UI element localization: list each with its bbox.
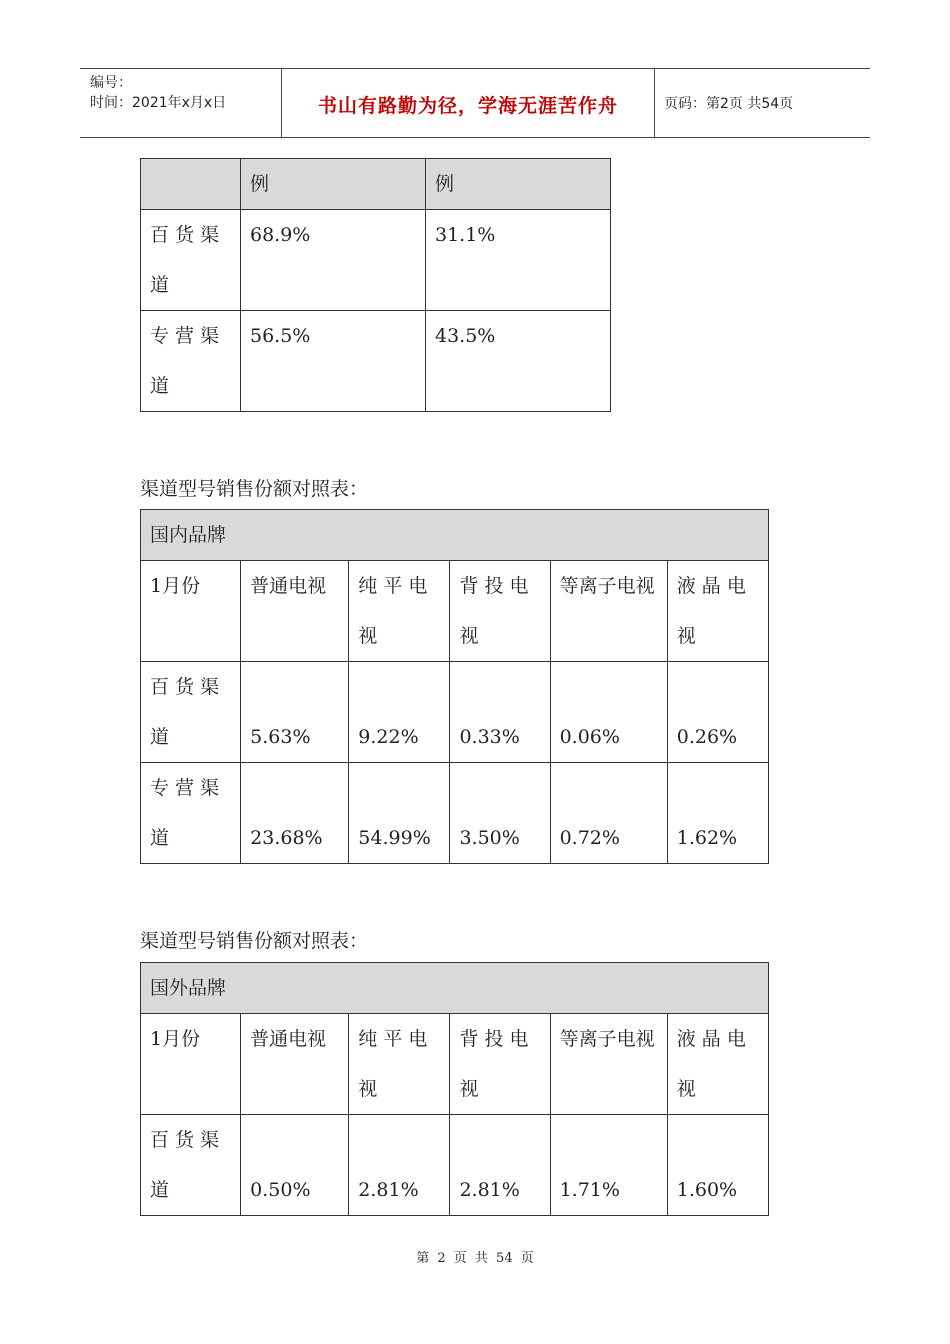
header-divider: [654, 69, 655, 137]
table-header-cell: 液 晶 电视: [667, 1014, 768, 1115]
table-row: [141, 662, 769, 763]
table-header-cell: 背 投 电视: [450, 561, 550, 662]
table-row: [141, 210, 611, 311]
brand-row: [141, 510, 769, 561]
table-row: [141, 311, 611, 412]
brand-label: 国内品牌: [141, 510, 769, 561]
table-cell: 2.81%: [450, 1115, 550, 1216]
page-header: [80, 68, 870, 138]
header-meta: [90, 73, 226, 113]
table-row: [141, 1115, 769, 1216]
table-cell: 23.68%: [241, 763, 349, 864]
table-cell: 0.72%: [550, 763, 667, 864]
table-header-cell: 普通电视: [241, 1014, 349, 1115]
table-cell: 1.71%: [550, 1115, 667, 1216]
brand-row: [141, 963, 769, 1014]
table-header-cell: 等离子电视: [550, 561, 667, 662]
page-footer: 第 2 页 共 54 页: [416, 1251, 534, 1266]
table-cell: 1.60%: [667, 1115, 768, 1216]
table-header-cell: 1月份: [141, 561, 241, 662]
table-header-cell: 例: [241, 159, 426, 210]
row-label: 百 货 渠道: [141, 662, 241, 763]
table-header-cell: [141, 159, 241, 210]
table-cell: 56.5%: [241, 311, 426, 412]
table-header-row: [141, 159, 611, 210]
table-cell: 1.62%: [667, 763, 768, 864]
table-cell: 54.99%: [349, 763, 450, 864]
table-header-cell: 普通电视: [241, 561, 349, 662]
table-header-row: [141, 561, 769, 662]
table-cell: 43.5%: [426, 311, 611, 412]
table-cell: 9.22%: [349, 662, 450, 763]
row-label: 百 货 渠道: [141, 210, 241, 311]
table-header-cell: 等离子电视: [550, 1014, 667, 1115]
channel-ratio-table: [140, 158, 611, 412]
header-motto: 书山有路勤为径，学海无涯苦作舟: [317, 95, 618, 117]
table-header-row: [141, 1014, 769, 1115]
header-number: 编号：: [90, 75, 132, 91]
foreign-brand-table: [140, 962, 769, 1216]
section-caption: 渠道型号销售份额对照表：: [140, 930, 369, 952]
table-cell: 0.06%: [550, 662, 667, 763]
table-header-cell: 1月份: [141, 1014, 241, 1115]
row-label: 专 营 渠道: [141, 311, 241, 412]
table-cell: 0.26%: [667, 662, 768, 763]
table-cell: 3.50%: [450, 763, 550, 864]
table-row: [141, 763, 769, 864]
header-page-number: 页码：第2页 共54页: [664, 96, 794, 112]
table-cell: 2.81%: [349, 1115, 450, 1216]
table-cell: 0.33%: [450, 662, 550, 763]
table-cell: 5.63%: [241, 662, 349, 763]
table-cell: 0.50%: [241, 1115, 349, 1216]
row-label: 专 营 渠道: [141, 763, 241, 864]
header-time: 时间：2021年x月x日: [90, 95, 227, 111]
row-label: 百 货 渠道: [141, 1115, 241, 1216]
table-header-cell: 例: [426, 159, 611, 210]
table-header-cell: 纯 平 电视: [349, 561, 450, 662]
table-header-cell: 液 晶 电视: [667, 561, 768, 662]
domestic-brand-table: [140, 509, 769, 864]
table-header-cell: 背 投 电视: [450, 1014, 550, 1115]
table-cell: 68.9%: [241, 210, 426, 311]
section-caption: 渠道型号销售份额对照表：: [140, 478, 369, 500]
table-header-cell: 纯 平 电视: [349, 1014, 450, 1115]
brand-label: 国外品牌: [141, 963, 769, 1014]
table-cell: 31.1%: [426, 210, 611, 311]
